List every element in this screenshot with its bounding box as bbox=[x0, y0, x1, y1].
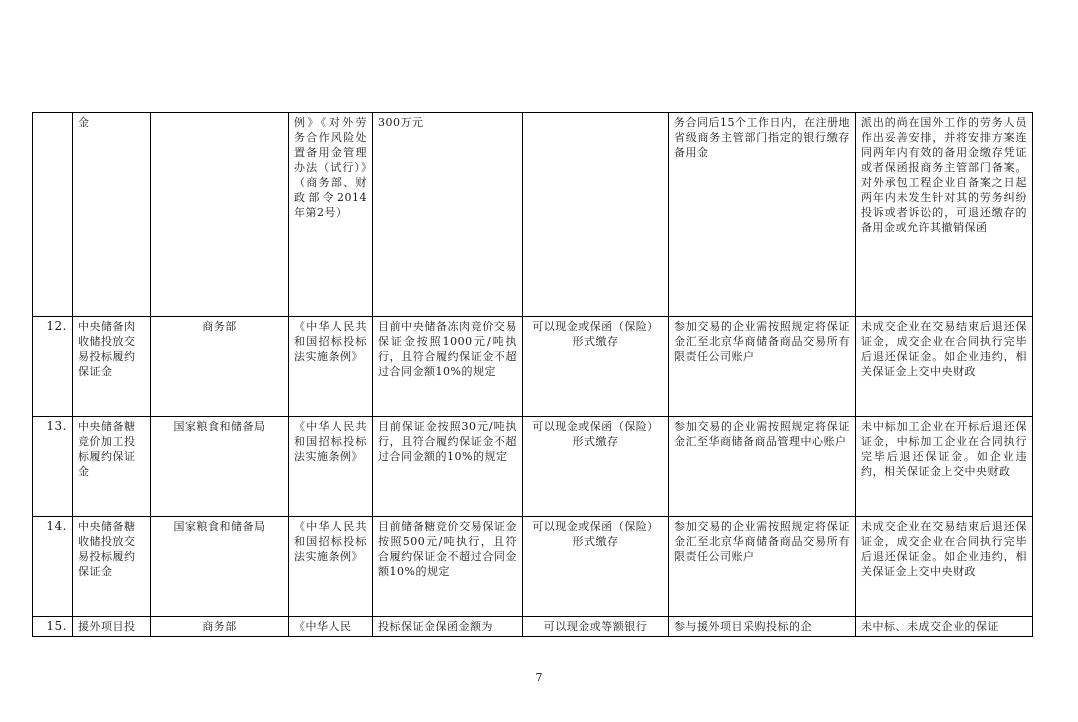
table-row bbox=[33, 617, 1033, 637]
row-number: 15. bbox=[33, 617, 73, 637]
refund-rule: 未中标加工企业在开标后退还保证金，中标加工企业在合同执行完毕后退还保证金。如企业违约，相关保证金上交中央财政 bbox=[856, 417, 1033, 517]
department: 国家粮食和储备局 bbox=[151, 417, 289, 517]
deposit-name: 中央储备肉收储投放交易投标履约保证金 bbox=[73, 317, 151, 417]
table-row bbox=[33, 417, 1033, 517]
refund-rule: 未成交企业在交易结束后退还保证金，成交企业在合同执行完毕后退还保证金。如企业违约，相关保证金上交中央财政 bbox=[856, 317, 1033, 417]
legal-basis: 《中华人民共和国招标投标法实施条例》 bbox=[289, 417, 373, 517]
deposit-procedure: 务合同后15个工作日内，在注册地省级商务主管部门指定的银行缴存备用金 bbox=[669, 113, 856, 317]
deposit-name: 援外项目投 bbox=[73, 617, 151, 637]
deposit-procedure: 参加交易的企业需按照规定将保证金汇至华商储备商品管理中心账户 bbox=[669, 417, 856, 517]
refund-rule: 未中标、未成交企业的保证 bbox=[856, 617, 1033, 637]
deposit-name: 中央储备糖竞价加工投标履约保证金 bbox=[73, 417, 151, 517]
legal-basis: 《中华人民 bbox=[289, 617, 373, 637]
deposit-standard: 投标保证金保函金额为 bbox=[373, 617, 523, 637]
department: 商务部 bbox=[151, 317, 289, 417]
deposit-procedure: 参加交易的企业需按照规定将保证金汇至北京华商储备商品交易所有限责任公司账户 bbox=[669, 317, 856, 417]
department bbox=[151, 113, 289, 317]
refund-rule: 未成交企业在交易结束后退还保证金，成交企业在合同执行完毕后退还保证金。如企业违约，相关保证金上交中央财政 bbox=[856, 517, 1033, 617]
deposit-name: 中央储备糖收储投放交易投标履约保证金 bbox=[73, 517, 151, 617]
deposit-standard: 300万元 bbox=[373, 113, 523, 317]
deposit-standard: 目前保证金按照30元/吨执行，且符合履约保证金不超过合同金额的10%的规定 bbox=[373, 417, 523, 517]
deposit-name: 金 bbox=[73, 113, 151, 317]
row-number bbox=[33, 113, 73, 317]
deposit-standard: 目前中央储备冻肉竞价交易保证金按照1000元/吨执行，且符合履约保证金不超过合同金额10%的规定 bbox=[373, 317, 523, 417]
table-row bbox=[33, 317, 1033, 417]
table-row bbox=[33, 517, 1033, 617]
legal-basis: 《中华人民共和国招标投标法实施条例》 bbox=[289, 317, 373, 417]
department: 商务部 bbox=[151, 617, 289, 637]
payment-method: 可以现金或保函（保险）形式缴存 bbox=[523, 317, 669, 417]
row-number: 13. bbox=[33, 417, 73, 517]
row-number: 12. bbox=[33, 317, 73, 417]
payment-method: 可以现金或保函（保险）形式缴存 bbox=[523, 417, 669, 517]
table-row bbox=[33, 113, 1033, 317]
legal-basis: 例》《对外劳务合作风险处置备用金管理办法（试行）》（商务部、财政部令2014年第2号） bbox=[289, 113, 373, 317]
payment-method: 可以现金或保函（保险）形式缴存 bbox=[523, 517, 669, 617]
payment-method: 可以现金或等额银行 bbox=[523, 617, 669, 637]
page-number: 7 bbox=[535, 671, 543, 684]
row-number: 14. bbox=[33, 517, 73, 617]
payment-method bbox=[523, 113, 669, 317]
deposit-procedure: 参与援外项目采购投标的企 bbox=[669, 617, 856, 637]
deposit-table bbox=[32, 112, 1033, 637]
legal-basis: 《中华人民共和国招标投标法实施条例》 bbox=[289, 517, 373, 617]
department: 国家粮食和储备局 bbox=[151, 517, 289, 617]
deposit-procedure: 参加交易的企业需按照规定将保证金汇至北京华商储备商品交易所有限责任公司账户 bbox=[669, 517, 856, 617]
refund-rule: 派出的尚在国外工作的劳务人员作出妥善安排，并将安排方案连同两年内有效的备用金缴存凭证或者保函报商务主管部门备案。对外承包工程企业自备案之日起两年内未发生针对其的劳务纠纷投诉或者诉讼的，可退还缴存的备用金或允许其撤销保函 bbox=[856, 113, 1033, 317]
deposit-standard: 目前储备糖竞价交易保证金按照500元/吨执行，且符合履约保证金不超过合同金额10%的规定 bbox=[373, 517, 523, 617]
